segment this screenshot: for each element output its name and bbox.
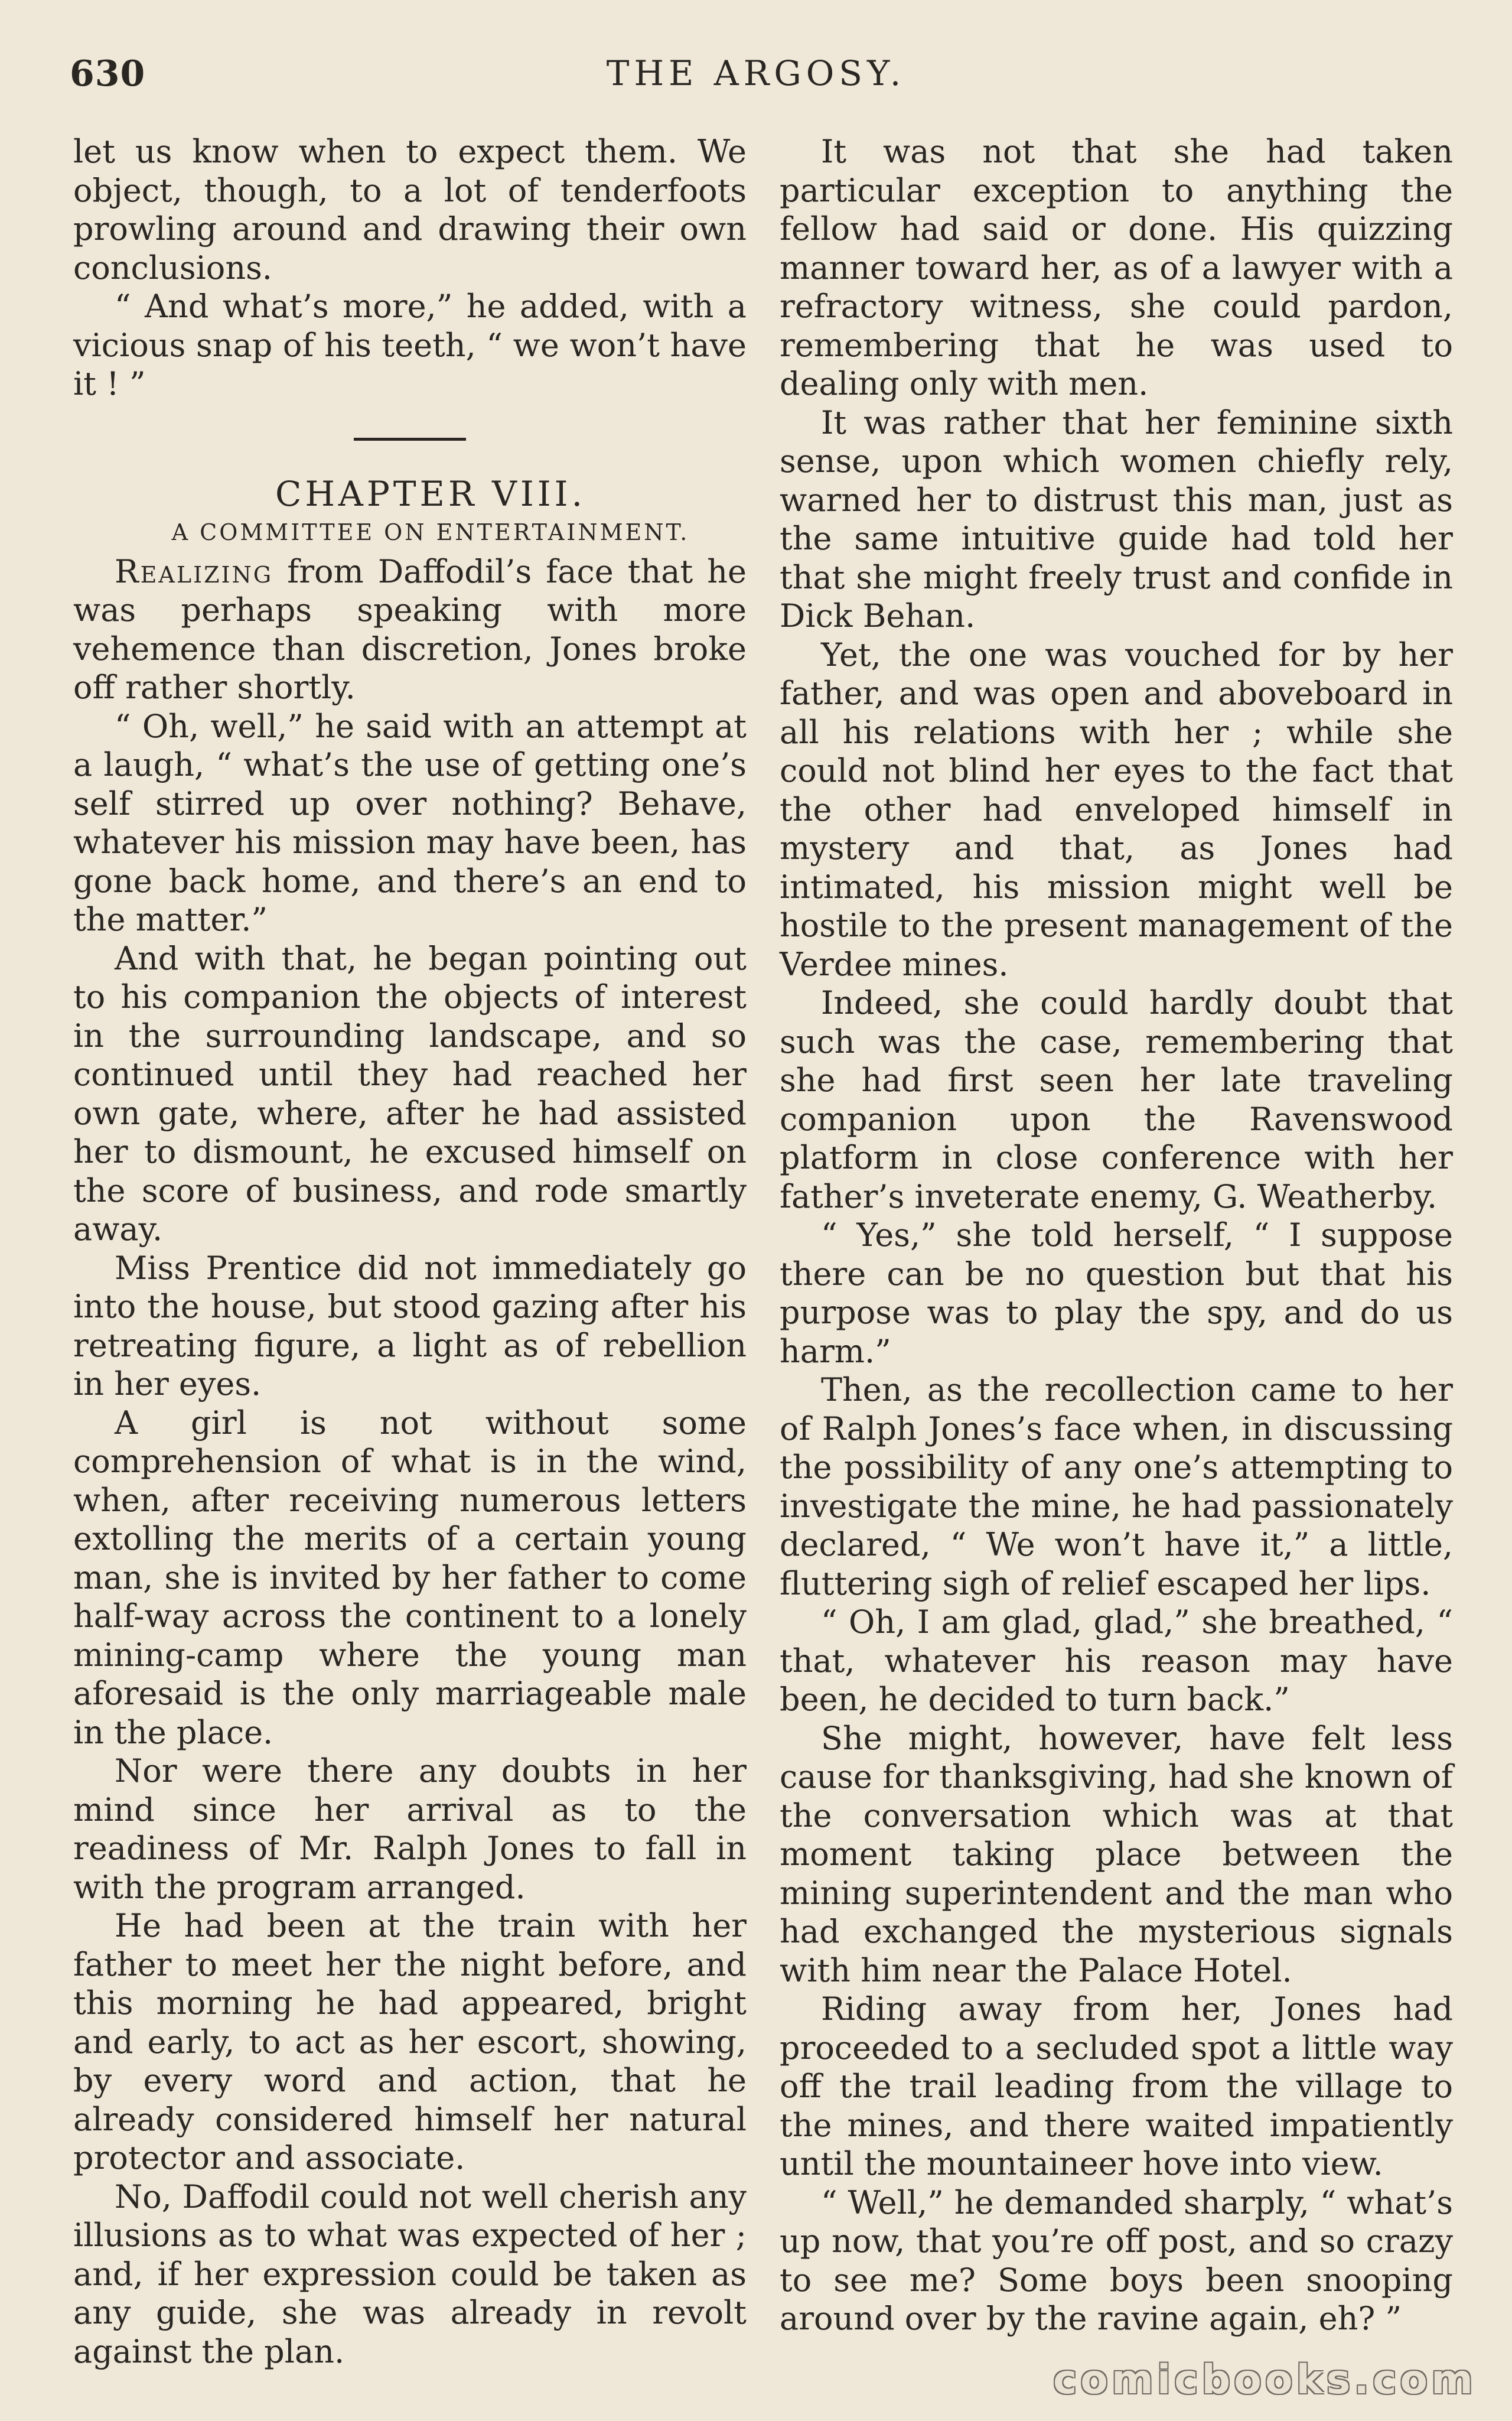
paragraph: let us know when to expect them. We object, though, to a lot of tenderfoots prowling around and drawing their own conclusions. bbox=[73, 133, 747, 287]
paragraph bbox=[73, 552, 747, 707]
paragraph: Then, as the recollection came to her of Ralph Jones’s face when, in discussing the possibility of any one’s attempting to investigate the mine, he had passionately declared, “ We won’t have it,” a little, fluttering sigh of relief escaped her lips. bbox=[780, 1371, 1453, 1602]
page-header bbox=[70, 53, 1442, 106]
paragraph: No, Daffodil could not well cherish any illusions as to what was expected of her ; and, if her expression could be taken as any guide, she was already in revolt against the plan. bbox=[73, 2178, 747, 2370]
paragraph: He had been at the train with her father to meet her the night before, and this morning he had appeared, bright and early, to act as her escort, showing, by every word and action, that he already considered himself her natural protector and associate. bbox=[73, 1907, 747, 2176]
section-divider bbox=[354, 438, 466, 441]
paragraph: “ Well,” he demanded sharply, “ what’s up now, that you’re off post, and so crazy to see me? Some boys been snooping around over by the ravine again, eh? ” bbox=[780, 2184, 1453, 2337]
paragraph: A girl is not without some comprehension of what is in the wind, when, after receiving numerous letters extolling the merits of a certain young man, she is invited by her father to come half-way across the continent to a lonely mining-camp where the young man aforesaid is the only marriageable male in the place. bbox=[73, 1404, 747, 1751]
right-column bbox=[780, 132, 1453, 2338]
paragraph: Indeed, she could hardly doubt that such was the case, remembering that she had first seen her late traveling companion upon the Ravenswood platform in close conference with her father’s inveterate enemy, G. Weatherby. bbox=[780, 984, 1453, 1215]
paragraph: It was not that she had taken particular exception to anything the fellow had said or done. His quizzing manner toward her, as of a lawyer with a refractory witness, she could pardon, remembering that he was used to dealing only with men. bbox=[780, 133, 1453, 402]
paragraph-text: from Daffodil’s face that he was perhaps speaking with more vehemence than discretion, Jones broke off rather shortly. bbox=[73, 552, 747, 706]
opening-word: Realizing bbox=[115, 552, 273, 590]
chapter-title: CHAPTER VIII. bbox=[275, 473, 586, 514]
running-title: THE ARGOSY. bbox=[606, 53, 906, 93]
paragraph: And with that, he began pointing out to his companion the objects of interest in the surrounding landscape, and so continued until they had reached her own gate, where, after he had assisted her to dismount, he excused himself on the score of business, and rode smartly away. bbox=[73, 939, 747, 1248]
paragraph: Miss Prentice did not immediately go into the house, but stood gazing after his retreating figure, a light as of rebellion in her eyes. bbox=[73, 1249, 747, 1403]
paragraph: “ Yes,” she told herself, “ I suppose there can be no question but that his purpose was to play the spy, and do us harm.” bbox=[780, 1216, 1453, 1370]
paragraph: “ Oh, I am glad, glad,” she breathed, “ that, whatever his reason may have been, he decided to turn back.” bbox=[780, 1603, 1453, 1718]
page-number: 630 bbox=[70, 53, 146, 95]
left-column bbox=[73, 132, 747, 2371]
paragraph: Yet, the one was vouched for by her father, and was open and aboveboard in all his relations with her ; while she could not blind her eyes to the fact that the other had enveloped himself in mystery and that, as Jones had intimated, his mission might well be hostile to the present management of the Verdee mines. bbox=[780, 636, 1453, 983]
paragraph: “ Oh, well,” he said with an attempt at a laugh, “ what’s the use of getting one’s self stirred up over nothing? Behave, whatever his mission may have been, has gone back home, and there’s an end to the matter.” bbox=[73, 707, 747, 938]
paragraph: Nor were there any doubts in her mind since her arrival as to the readiness of Mr. Ralph Jones to fall in with the program arranged. bbox=[73, 1752, 747, 1906]
paragraph: Riding away from her, Jones had proceeded to a secluded spot a little way off the trail leading from the village to the mines, and there waited impatiently until the mountaineer hove into view. bbox=[780, 1990, 1453, 2182]
watermark: comicbooks.com bbox=[1052, 2357, 1477, 2403]
paragraph: “ And what’s more,” he added, with a vicious snap of his teeth, “ we won’t have it ! ” bbox=[73, 288, 747, 402]
paragraph: It was rather that her feminine sixth sense, upon which women chiefly rely, warned her to distrust this man, just as the same intuitive guide had told her that she might freely trust and confide in Dick Behan. bbox=[780, 403, 1453, 634]
chapter-subtitle: A COMMITTEE ON ENTERTAINMENT. bbox=[171, 519, 690, 545]
paragraph: She might, however, have felt less cause for thanksgiving, had she known of the conversation which was at that moment taking place between the mining superintendent and the man who had exchanged the mysterious signals with him near the Palace Hotel. bbox=[780, 1719, 1453, 1989]
